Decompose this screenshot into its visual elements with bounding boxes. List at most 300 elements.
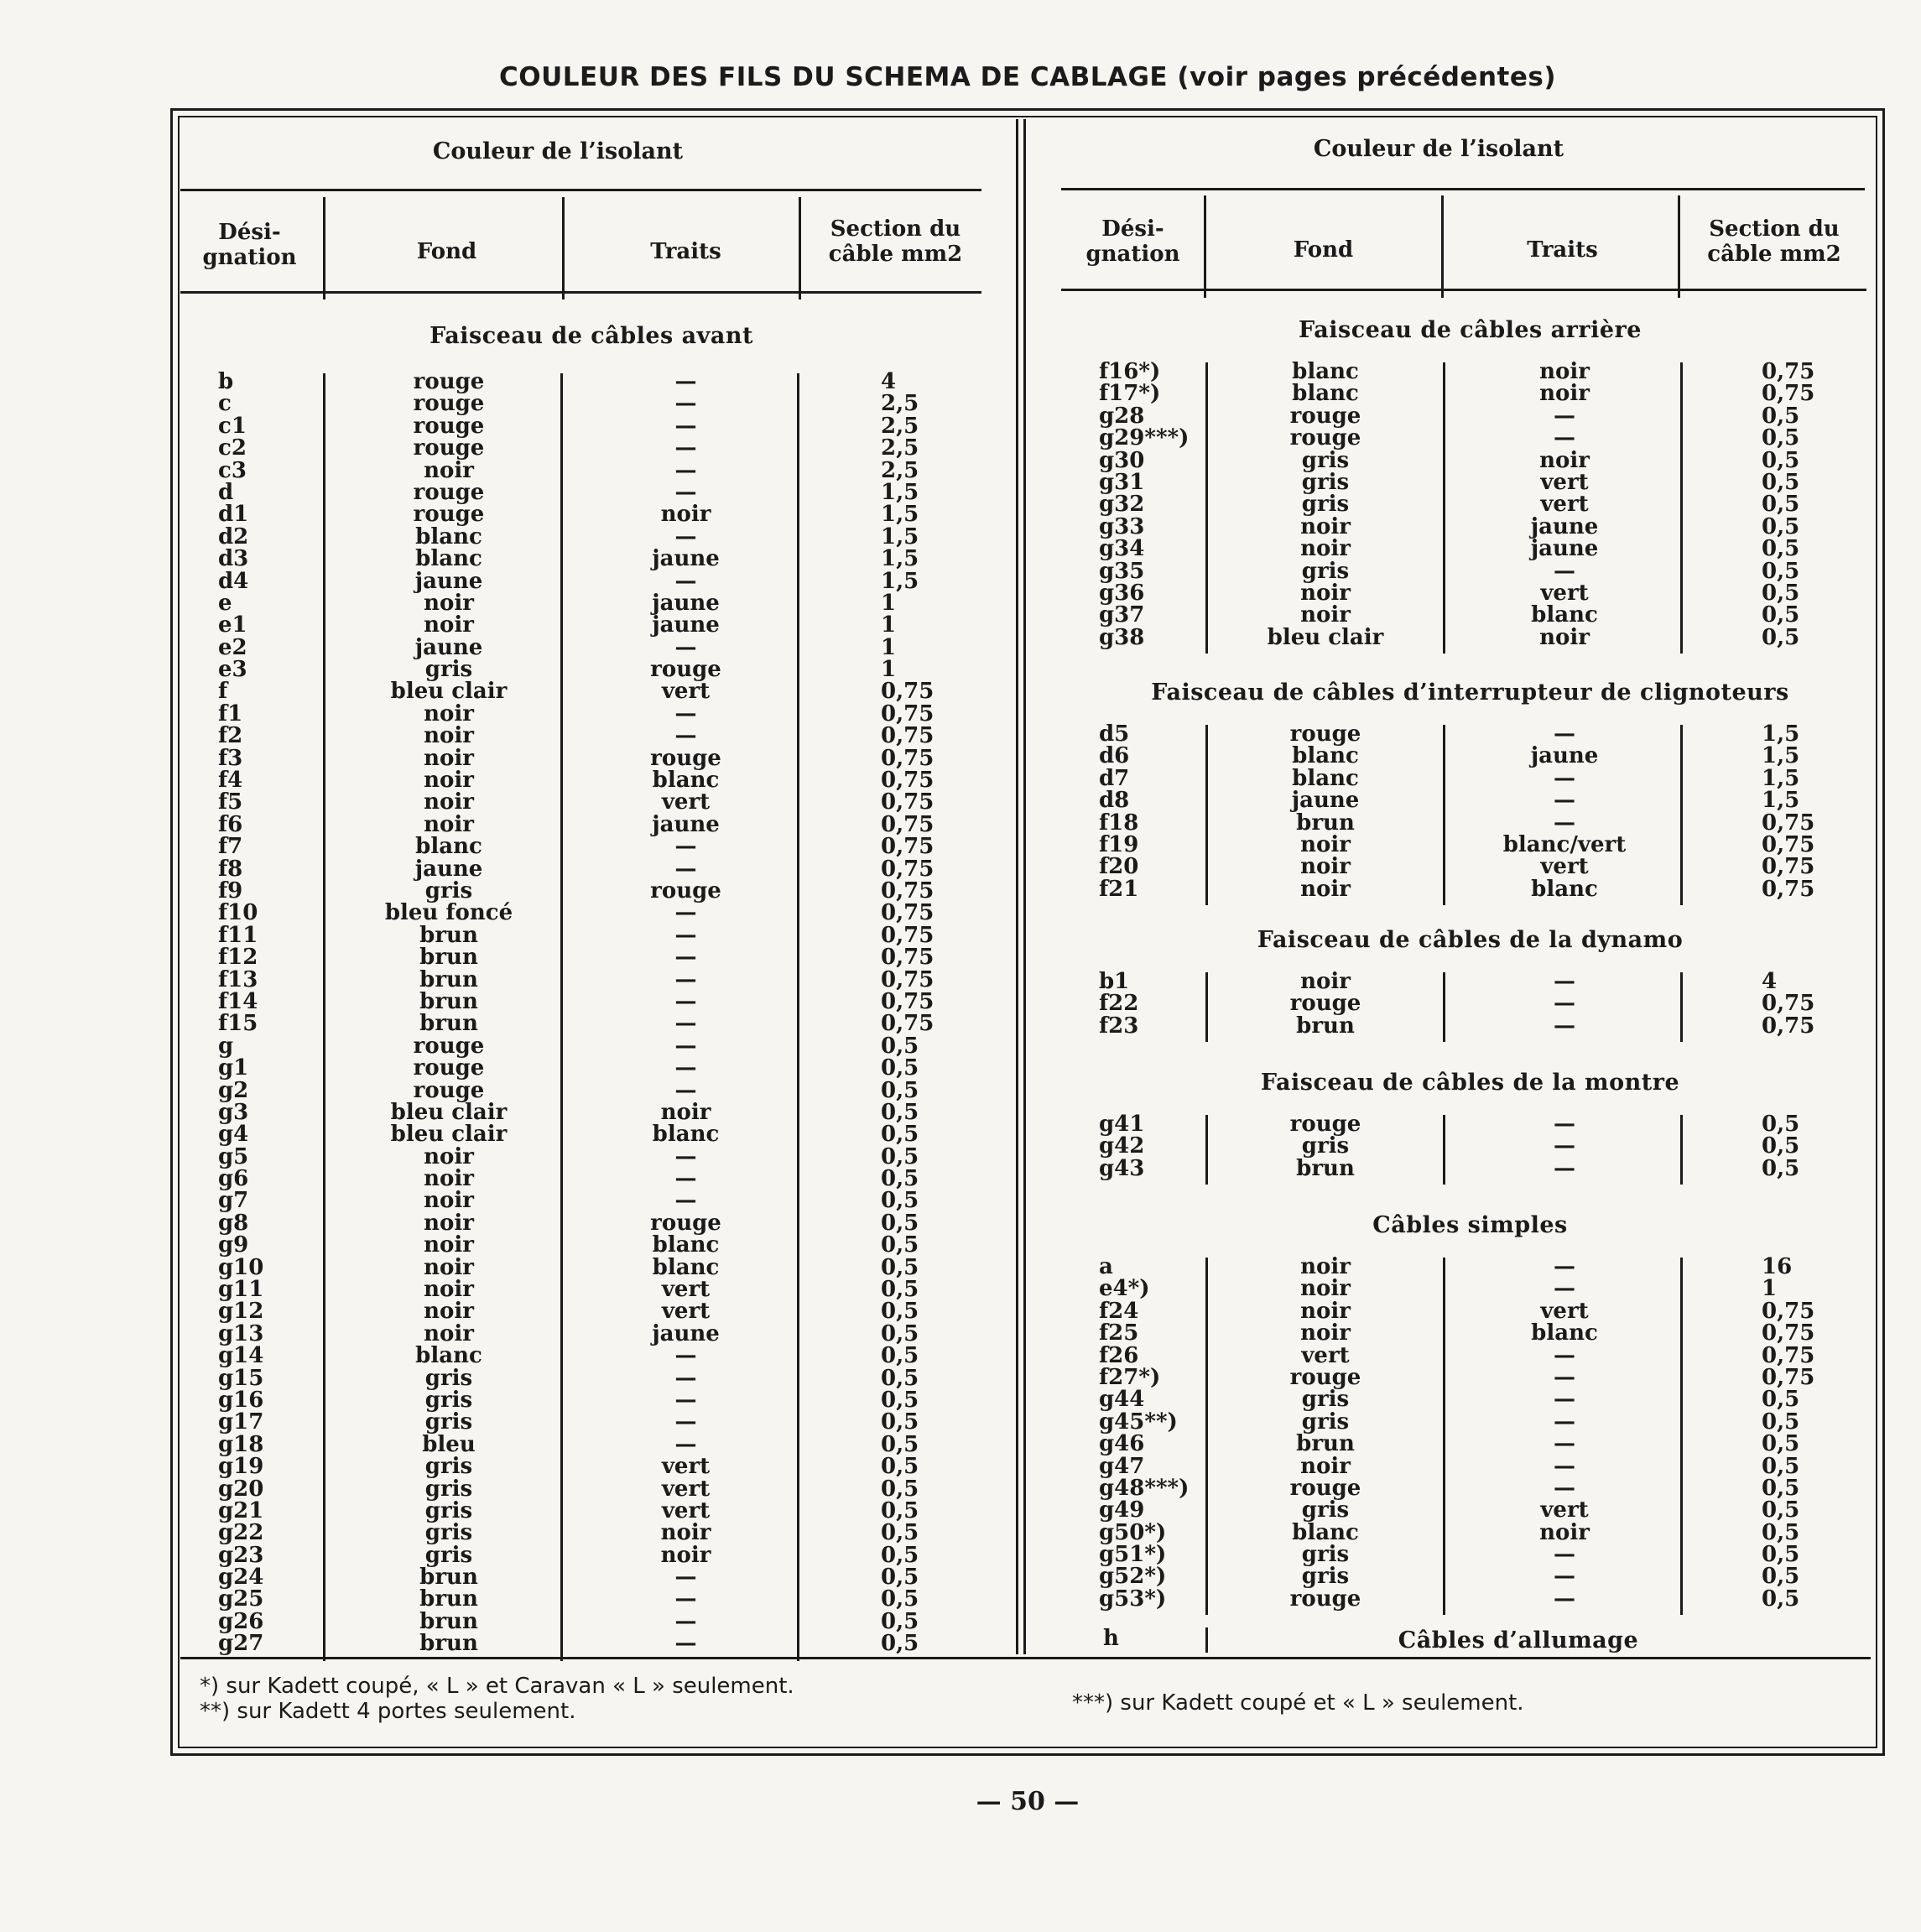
table-row xyxy=(180,1077,986,1103)
cell-designation: g45**) xyxy=(1099,1409,1178,1435)
cell-section: 4 xyxy=(881,369,897,394)
cell-fond: jaune xyxy=(414,856,483,882)
cell-section: 0,5 xyxy=(881,1277,919,1303)
cell-traits: — xyxy=(674,568,697,594)
cell-section: 0,75 xyxy=(881,945,934,971)
table-row xyxy=(180,902,986,924)
cell-fond: rouge xyxy=(1289,1112,1361,1137)
table-row xyxy=(180,700,986,726)
right-header-sep-1 xyxy=(1204,195,1206,298)
cell-section: 0,75 xyxy=(1762,810,1815,836)
cell-fond: bleu clair xyxy=(390,679,508,705)
table-row xyxy=(1061,1015,1866,1037)
cell-fond: gris xyxy=(424,1387,473,1413)
cell-section: 0,5 xyxy=(881,1586,919,1612)
cell-traits: noir xyxy=(1539,1519,1590,1545)
cell-traits: — xyxy=(674,1077,697,1103)
cell-section: 0,75 xyxy=(1762,876,1815,902)
table-row xyxy=(1061,812,1866,834)
cell-section: 0,75 xyxy=(881,834,934,860)
cell-section: 0,5 xyxy=(881,1542,919,1568)
cell-designation: e2 xyxy=(218,634,247,660)
table-row xyxy=(180,747,986,769)
right-col-bar xyxy=(1205,362,1208,654)
cell-section: 2,5 xyxy=(881,435,919,461)
cell-section: 0,5 xyxy=(1762,558,1800,584)
right-col-bar xyxy=(1205,1115,1208,1185)
cell-traits: jaune xyxy=(652,1320,720,1346)
cell-fond: noir xyxy=(424,768,474,794)
cell-section: 1 xyxy=(1762,1276,1778,1302)
cell-designation: g11 xyxy=(218,1277,264,1303)
cell-designation: g14 xyxy=(218,1343,264,1369)
cell-traits: — xyxy=(1554,788,1575,814)
footnotes-right xyxy=(1072,1690,1524,1716)
table-row xyxy=(180,415,986,437)
table-row xyxy=(180,391,986,417)
cell-designation: b1 xyxy=(1099,969,1130,994)
cell-fond: noir xyxy=(1300,854,1351,880)
cell-designation: g34 xyxy=(1099,536,1145,562)
cell-section: 0,5 xyxy=(881,1232,919,1258)
cell-section: 1,5 xyxy=(1762,743,1800,769)
cell-designation: f6 xyxy=(218,811,243,837)
table-row xyxy=(1061,582,1866,604)
table-row xyxy=(1061,1342,1866,1368)
cell-designation: f9 xyxy=(218,877,243,904)
cell-designation: g9 xyxy=(218,1232,249,1258)
cell-section: 0,5 xyxy=(881,1143,919,1169)
table-row xyxy=(180,1320,986,1346)
right-col-bar xyxy=(1680,362,1683,654)
cell-section: 0,75 xyxy=(1762,381,1815,407)
left-header-sep-3 xyxy=(799,197,801,299)
cell-designation: c1 xyxy=(218,413,247,439)
cell-traits: blanc xyxy=(1531,1320,1598,1346)
table-row xyxy=(1061,723,1866,745)
right-col-bar xyxy=(1680,1258,1683,1615)
cell-traits: — xyxy=(674,1033,697,1059)
table-row xyxy=(180,1631,986,1657)
cell-fond: rouge xyxy=(413,1077,485,1103)
cell-section: 0,75 xyxy=(881,700,934,726)
cell-traits: — xyxy=(674,1586,697,1612)
cell-fond: noir xyxy=(424,1188,474,1214)
table-row xyxy=(180,834,986,860)
cell-designation: f3 xyxy=(218,745,243,771)
table-row xyxy=(1061,1519,1866,1545)
table-row xyxy=(180,1011,986,1037)
cell-fond: brun xyxy=(419,1586,478,1612)
cell-fond: brun xyxy=(419,988,478,1014)
cell-traits: blanc xyxy=(652,768,720,794)
cell-fond: brun xyxy=(419,945,478,971)
cell-traits: — xyxy=(674,435,697,461)
cell-designation: g5 xyxy=(218,1143,249,1169)
cell-section: 0,75 xyxy=(881,922,934,948)
cell-designation: d5 xyxy=(1099,721,1130,747)
last-row-designation: h xyxy=(1103,1626,1119,1651)
cell-designation: f26 xyxy=(1099,1342,1139,1368)
table-row xyxy=(1061,1300,1866,1322)
cell-fond: gris xyxy=(1301,469,1350,495)
cell-section: 1,5 xyxy=(881,568,919,594)
table-row xyxy=(1061,1322,1866,1344)
cell-fond: noir xyxy=(1300,536,1351,562)
cell-fond: noir xyxy=(424,1210,474,1236)
right-col-bar xyxy=(1680,972,1683,1042)
cell-fond: jaune xyxy=(414,634,483,660)
cell-fond: blanc xyxy=(1292,359,1359,384)
cell-designation: g23 xyxy=(218,1542,264,1568)
cell-designation: g8 xyxy=(218,1210,249,1236)
table-row xyxy=(180,548,986,570)
cell-designation: g35 xyxy=(1099,558,1145,584)
cell-designation: g6 xyxy=(218,1166,249,1192)
cell-section: 0,75 xyxy=(881,856,934,882)
cell-fond: noir xyxy=(1300,580,1351,606)
footnote-rule xyxy=(180,1657,1871,1659)
cell-fond: noir xyxy=(1300,513,1351,539)
table-row xyxy=(1061,361,1866,383)
cell-traits: — xyxy=(674,966,697,992)
cell-designation: f13 xyxy=(218,966,258,992)
cell-designation: g16 xyxy=(218,1387,264,1413)
cell-fond: noir xyxy=(424,745,474,771)
cell-traits: — xyxy=(1554,558,1575,584)
cell-traits: noir xyxy=(660,1542,711,1568)
cell-traits: noir xyxy=(1539,359,1590,384)
cell-fond: brun xyxy=(419,1608,478,1634)
cell-traits: — xyxy=(1554,721,1575,747)
cell-section: 0,5 xyxy=(1762,1586,1800,1612)
table-row xyxy=(1061,1588,1866,1610)
cell-section: 0,5 xyxy=(1762,403,1800,429)
cell-designation: b xyxy=(218,369,234,394)
table-row xyxy=(1061,971,1866,992)
right-header-designation-line1: Dési- xyxy=(1101,216,1164,242)
table-row xyxy=(180,1478,986,1500)
cell-section: 2,5 xyxy=(881,457,919,483)
cell-designation: g44 xyxy=(1099,1387,1145,1413)
cell-fond: blanc xyxy=(1292,743,1359,769)
cell-traits: — xyxy=(1554,1542,1575,1568)
cell-fond: bleu foncé xyxy=(384,900,513,926)
table-row xyxy=(180,614,986,636)
cell-section: 0,5 xyxy=(881,1299,919,1325)
cell-designation: f8 xyxy=(218,856,243,882)
cell-section: 0,5 xyxy=(1762,447,1800,473)
cell-designation: f18 xyxy=(1099,810,1139,836)
table-row xyxy=(180,966,986,992)
left-header-sep-2 xyxy=(562,197,565,299)
cell-section: 0,5 xyxy=(1762,536,1800,562)
cell-designation: f17*) xyxy=(1099,381,1161,407)
footnote-2: **) sur Kadett 4 portes seulement. xyxy=(200,1699,576,1724)
cell-traits: vert xyxy=(1540,580,1589,606)
cell-designation: g28 xyxy=(1099,403,1145,429)
cell-designation: g15 xyxy=(218,1365,264,1391)
cell-designation: f15 xyxy=(218,1011,258,1037)
right-section-title: Faisceau de câbles de la dynamo xyxy=(1257,927,1684,953)
cell-fond: noir xyxy=(424,1166,474,1192)
cell-traits: — xyxy=(1554,1586,1575,1612)
cell-traits: noir xyxy=(1539,447,1590,473)
right-header-designation-line2: gnation xyxy=(1085,242,1180,267)
cell-traits: noir xyxy=(660,502,711,528)
table-row xyxy=(1061,405,1866,427)
table-row xyxy=(180,1431,986,1457)
table-row xyxy=(180,988,986,1014)
cell-traits: vert xyxy=(661,1299,711,1325)
table-row xyxy=(180,945,986,971)
cell-section: 0,5 xyxy=(881,1320,919,1346)
cell-traits: jaune xyxy=(652,811,720,837)
table-row xyxy=(1061,1433,1866,1455)
right-section-rows xyxy=(1061,1256,1866,1610)
cell-fond: noir xyxy=(1300,1276,1351,1302)
right-header-sep-2 xyxy=(1441,195,1444,298)
cell-traits: jaune xyxy=(1530,743,1599,769)
right-col-bar xyxy=(1443,972,1445,1042)
cell-section: 0,5 xyxy=(1762,1542,1800,1568)
cell-traits: rouge xyxy=(650,745,721,771)
table-row xyxy=(180,1212,986,1234)
cell-fond: noir xyxy=(1300,1320,1351,1346)
cell-traits: — xyxy=(674,1631,697,1657)
cell-traits: — xyxy=(674,391,697,417)
cell-designation: g37 xyxy=(1099,602,1145,628)
cell-traits: — xyxy=(1554,1013,1575,1039)
cell-section: 0,75 xyxy=(881,900,934,926)
cell-traits: jaune xyxy=(652,612,720,638)
cell-fond: noir xyxy=(424,1254,474,1280)
table-row xyxy=(180,679,986,705)
table-row xyxy=(1061,1155,1866,1181)
right-col-bar xyxy=(1205,725,1208,905)
table-row xyxy=(180,1101,986,1123)
cell-designation: g21 xyxy=(218,1497,264,1523)
left-section-title: Faisceau de câbles avant xyxy=(429,323,753,349)
table-row xyxy=(180,768,986,794)
cell-traits: vert xyxy=(661,1454,711,1480)
cell-section: 0,5 xyxy=(881,1454,919,1480)
cell-designation: g xyxy=(218,1033,234,1059)
cell-section: 0,75 xyxy=(881,723,934,749)
cell-designation: g19 xyxy=(218,1454,264,1480)
cell-fond: rouge xyxy=(413,1055,485,1081)
cell-section: 0,5 xyxy=(1762,1133,1800,1159)
cell-section: 0,5 xyxy=(881,1055,919,1081)
cell-designation: f23 xyxy=(1099,1013,1139,1039)
right-col-bar xyxy=(1680,1115,1683,1185)
cell-traits: — xyxy=(674,369,697,394)
right-header-section xyxy=(1686,216,1862,267)
cell-fond: noir xyxy=(424,1143,474,1169)
cell-traits: jaune xyxy=(1530,536,1599,562)
cell-fond: noir xyxy=(424,1277,474,1303)
cell-section: 0,5 xyxy=(1762,1519,1800,1545)
cell-fond: gris xyxy=(1301,558,1350,584)
cell-section: 0,5 xyxy=(1762,1409,1800,1435)
cell-fond: noir xyxy=(1300,1254,1351,1279)
cell-traits: — xyxy=(1554,991,1575,1017)
cell-traits: vert xyxy=(1540,492,1589,518)
cell-fond: brun xyxy=(419,922,478,948)
cell-fond: blanc xyxy=(1292,381,1359,407)
cell-fond: blanc xyxy=(415,1343,482,1369)
cell-traits: — xyxy=(674,1188,697,1214)
cell-fond: noir xyxy=(424,700,474,726)
cell-section: 1,5 xyxy=(881,479,919,505)
cell-designation: f xyxy=(218,679,228,705)
left-header-rule xyxy=(180,189,981,191)
table-row xyxy=(180,725,986,747)
cell-section: 0,5 xyxy=(1762,580,1800,606)
footnote-1: *) sur Kadett coupé, « L » et Caravan « L » seulement. xyxy=(200,1674,794,1699)
cell-traits: — xyxy=(674,1387,697,1413)
cell-traits: rouge xyxy=(650,877,721,904)
cell-fond: rouge xyxy=(1289,425,1361,451)
cell-section: 0,75 xyxy=(881,811,934,837)
cell-designation: f10 xyxy=(218,900,258,926)
cell-designation: g1 xyxy=(218,1055,249,1081)
cell-fond: jaune xyxy=(414,568,483,594)
cell-designation: g3 xyxy=(218,1099,249,1125)
cell-traits: — xyxy=(674,723,697,749)
table-row xyxy=(180,523,986,549)
cell-traits: — xyxy=(1554,1431,1575,1457)
cell-designation: d1 xyxy=(218,502,249,528)
cell-traits: — xyxy=(1554,1155,1575,1181)
cell-fond: vert xyxy=(1301,1342,1350,1368)
cell-designation: f1 xyxy=(218,700,243,726)
cell-designation: g30 xyxy=(1099,447,1145,473)
cell-fond: gris xyxy=(1301,1564,1350,1590)
cell-traits: vert xyxy=(661,1277,711,1303)
cell-section: 0,5 xyxy=(881,1431,919,1457)
table-row xyxy=(1061,471,1866,493)
cell-section: 0,5 xyxy=(1762,624,1800,650)
cell-section: 0,5 xyxy=(1762,469,1800,495)
table-row xyxy=(180,1168,986,1190)
cell-designation: c3 xyxy=(218,457,247,483)
table-row xyxy=(180,1497,986,1523)
table-row xyxy=(180,1565,986,1591)
cell-section: 0,5 xyxy=(881,1565,919,1591)
cell-designation: g52*) xyxy=(1099,1564,1167,1590)
cell-section: 0,5 xyxy=(1762,492,1800,518)
cell-fond: noir xyxy=(424,457,474,483)
cell-fond: gris xyxy=(424,1409,473,1435)
cell-fond: gris xyxy=(424,1497,473,1523)
table-row xyxy=(1061,492,1866,518)
cell-traits: — xyxy=(674,1565,697,1591)
cell-traits: noir xyxy=(660,1099,711,1125)
cell-traits: — xyxy=(674,1143,697,1169)
cell-traits: — xyxy=(674,457,697,483)
cell-designation: d2 xyxy=(218,523,249,549)
cell-section: 0,5 xyxy=(1762,1453,1800,1479)
cell-designation: g51*) xyxy=(1099,1542,1167,1568)
table-row xyxy=(180,479,986,505)
cell-designation: g53*) xyxy=(1099,1586,1167,1612)
cell-designation: g27 xyxy=(218,1631,264,1657)
cell-designation: f4 xyxy=(218,768,243,794)
cell-designation: f5 xyxy=(218,789,243,815)
cell-fond: rouge xyxy=(413,1033,485,1059)
cell-fond: rouge xyxy=(413,369,485,394)
cell-section: 0,75 xyxy=(1762,359,1815,384)
table-row xyxy=(1061,1542,1866,1568)
table-row xyxy=(180,1544,986,1566)
table-row xyxy=(1061,538,1866,560)
right-header-section-line2: câble mm2 xyxy=(1707,242,1841,267)
cell-section: 0,5 xyxy=(881,1077,919,1103)
cell-traits: — xyxy=(1554,969,1575,994)
cell-section: 0,5 xyxy=(881,1387,919,1413)
cell-designation: f11 xyxy=(218,922,258,948)
cell-fond: gris xyxy=(1301,1133,1350,1159)
cell-fond: rouge xyxy=(413,502,485,528)
cell-fond: noir xyxy=(1300,969,1351,994)
cell-traits: noir xyxy=(660,1520,711,1546)
cell-fond: gris xyxy=(1301,492,1350,518)
cell-traits: — xyxy=(674,634,697,660)
table-row xyxy=(1061,831,1866,857)
left-header-section-line1: Section du xyxy=(830,216,961,242)
right-header-fond: Fond xyxy=(1293,237,1354,263)
cell-fond: gris xyxy=(1301,1387,1350,1413)
cell-fond: noir xyxy=(1300,1453,1351,1479)
cell-section: 0,5 xyxy=(1762,1112,1800,1137)
cell-fond: noir xyxy=(424,811,474,837)
cell-fond: rouge xyxy=(1289,1586,1361,1612)
right-header-designation xyxy=(1064,216,1202,267)
table-row xyxy=(180,791,986,813)
cell-section: 16 xyxy=(1762,1254,1793,1279)
cell-designation: g25 xyxy=(218,1586,264,1612)
table-row xyxy=(1061,745,1866,767)
cell-designation: g48***) xyxy=(1099,1475,1190,1501)
table-row xyxy=(1061,854,1866,880)
table-row xyxy=(180,437,986,459)
right-section-title: Faisceau de câbles de la montre xyxy=(1260,1070,1680,1096)
cell-designation: g49 xyxy=(1099,1497,1145,1523)
cell-section: 0,75 xyxy=(881,1011,934,1037)
cell-section: 0,75 xyxy=(1762,1013,1815,1039)
cell-designation: g41 xyxy=(1099,1112,1145,1137)
cell-fond: noir xyxy=(1300,876,1351,902)
cell-fond: gris xyxy=(424,657,473,683)
table-row xyxy=(180,1608,986,1634)
last-row-bar xyxy=(1205,1627,1208,1653)
cell-designation: f19 xyxy=(1099,831,1139,857)
cell-fond: bleu clair xyxy=(390,1099,508,1125)
cell-designation: g17 xyxy=(218,1409,264,1435)
cell-section: 0,75 xyxy=(1762,1320,1815,1346)
right-col-bar xyxy=(1443,362,1445,654)
cell-fond: brun xyxy=(419,1631,478,1657)
cell-traits: — xyxy=(674,922,697,948)
cell-designation: f20 xyxy=(1099,854,1139,880)
cell-fond: rouge xyxy=(1289,721,1361,747)
cell-designation: g18 xyxy=(218,1431,264,1457)
table-row xyxy=(180,1234,986,1256)
table-row xyxy=(1061,1387,1866,1413)
table-row xyxy=(180,1367,986,1389)
cell-fond: blanc xyxy=(415,546,482,572)
